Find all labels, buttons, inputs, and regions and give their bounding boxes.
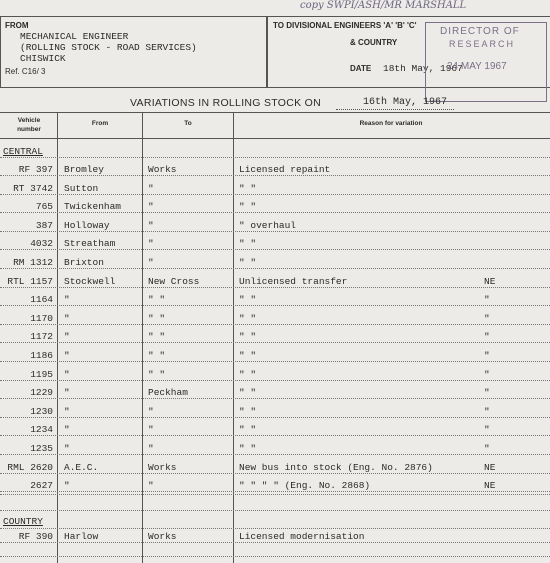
reason-cell: Unlicensed transfer — [239, 275, 348, 287]
to-cell: " — [148, 201, 154, 213]
to-cell: New Cross — [148, 275, 200, 287]
column-header-vehicle: Vehicle number — [17, 117, 41, 133]
vehicle-number-cell: 1170 — [30, 312, 53, 324]
row-rule — [0, 435, 550, 436]
to-country: & COUNTRY — [350, 38, 398, 47]
flag-cell: " — [484, 443, 490, 454]
from-cell: Bromley — [64, 164, 104, 175]
row-rule — [0, 454, 550, 455]
from-line-1: MECHANICAL ENGINEER — [20, 31, 129, 42]
from-cell: " — [64, 331, 70, 343]
col-divider-2 — [142, 112, 143, 563]
row-rule — [0, 417, 550, 418]
from-cell: " — [64, 443, 70, 454]
row-rule — [0, 528, 550, 529]
from-cell: " — [64, 405, 70, 417]
from-cell: " — [64, 424, 70, 436]
flag-cell: " — [484, 368, 490, 380]
row-rule — [0, 175, 550, 176]
reason-cell: " " — [239, 294, 257, 306]
row-rule — [0, 491, 550, 492]
reason-cell: " " — [239, 238, 257, 250]
row-rule — [0, 556, 550, 557]
flag-cell: NE — [484, 461, 496, 473]
vehicle-number-cell: 1186 — [30, 350, 53, 361]
reference-number: Ref. C16/ 3 — [5, 67, 46, 76]
col-divider-3 — [233, 112, 234, 563]
to-cell: " " — [148, 312, 166, 324]
flag-cell: " — [484, 312, 490, 324]
from-cell: " — [64, 368, 70, 380]
from-cell: Brixton — [64, 257, 104, 268]
stamp-date: 24 MAY 1967 — [447, 61, 507, 72]
row-rule — [0, 157, 550, 158]
table-top-border — [0, 112, 550, 113]
vehicle-number-cell: 1172 — [30, 331, 53, 343]
reason-cell: " " — [239, 350, 257, 361]
from-cell: Holloway — [64, 219, 110, 231]
from-line-2: (ROLLING STOCK - ROAD SERVICES) — [20, 42, 197, 53]
column-header-reason: Reason for variation — [359, 120, 423, 127]
flag-cell: NE — [484, 275, 496, 287]
vehicle-number-cell: 1234 — [30, 424, 53, 436]
reason-cell: " " — [239, 368, 257, 380]
row-rule — [0, 212, 550, 213]
reason-cell: " " — [239, 443, 257, 454]
vehicle-number-cell: RF 397 — [18, 164, 53, 175]
row-rule — [0, 268, 550, 269]
column-header-from: From — [91, 120, 109, 127]
row-rule — [0, 249, 550, 250]
reason-cell: Licensed modernisation — [239, 531, 365, 542]
from-cell: Stockwell — [64, 275, 116, 287]
row-rule — [0, 510, 550, 511]
col-divider-1 — [57, 112, 58, 563]
vehicle-number-cell: RM 1312 — [13, 257, 53, 268]
reason-cell: " " — [239, 405, 257, 417]
to-cell: " — [148, 257, 154, 268]
from-cell: A.E.C. — [64, 461, 99, 473]
vehicle-number-cell: 1230 — [30, 405, 53, 417]
from-cell: Harlow — [64, 531, 99, 542]
from-cell: " — [64, 387, 70, 399]
vehicle-number-cell: RF 390 — [18, 531, 53, 542]
section-central: CENTRAL — [3, 146, 43, 157]
title-date: 16th May, 1967 — [363, 97, 448, 108]
to-cell: " — [148, 424, 154, 436]
handwritten-note: copy SWPI/ASH/MR MARSHALL — [300, 0, 467, 11]
from-cell: Twickenham — [64, 201, 122, 213]
row-rule — [0, 287, 550, 288]
reason-cell: " " — [239, 387, 257, 399]
from-line-3: CHISWICK — [20, 53, 66, 64]
vehicle-number-cell: RT 3742 — [13, 182, 53, 194]
vehicle-number-cell: RML 2620 — [7, 461, 53, 473]
vehicle-number-cell: 1195 — [30, 368, 53, 380]
vehicle-number-cell: 1229 — [30, 387, 53, 399]
flag-cell: " — [484, 350, 490, 361]
vehicle-number-cell: RTL 1157 — [7, 275, 53, 287]
row-rule — [0, 342, 550, 343]
reason-cell: New bus into stock (Eng. No. 2876) — [239, 461, 433, 473]
from-cell: Sutton — [64, 182, 99, 194]
row-rule — [0, 361, 550, 362]
date-value: 18th May, 1967 — [383, 63, 463, 74]
row-rule — [0, 398, 550, 399]
reason-cell: Licensed repaint — [239, 164, 331, 175]
page-title: VARIATIONS IN ROLLING STOCK ON — [130, 97, 322, 109]
to-cell: Peckham — [148, 387, 188, 399]
stamp-line-1: DIRECTOR OF — [440, 26, 520, 37]
to-cell: " — [148, 480, 154, 492]
to-cell: Works — [148, 461, 177, 473]
reason-cell: " " — [239, 331, 257, 343]
date-label: DATE — [350, 64, 372, 73]
row-rule — [0, 231, 550, 232]
from-cell: Streatham — [64, 238, 116, 250]
title-date-underline — [336, 109, 454, 110]
from-label: FROM — [5, 21, 29, 30]
vehicle-number-cell: 1235 — [30, 443, 53, 454]
vehicle-number-cell: 387 — [35, 219, 53, 231]
reason-cell: " " " " (Eng. No. 2868) — [239, 480, 371, 492]
reason-cell: " " — [239, 182, 257, 194]
to-cell: " " — [148, 331, 166, 343]
reason-cell: " " — [239, 257, 257, 268]
from-cell: " — [64, 480, 70, 492]
to-cell: " " — [148, 294, 166, 306]
row-rule — [0, 324, 550, 325]
flag-cell: " — [484, 294, 490, 306]
to-cell: " " — [148, 368, 166, 380]
to-cell: " — [148, 219, 154, 231]
row-rule — [0, 473, 550, 474]
to-cell: Works — [148, 531, 177, 542]
from-cell: " — [64, 312, 70, 324]
reason-cell: " " — [239, 312, 257, 324]
flag-cell: " — [484, 405, 490, 417]
row-rule — [0, 194, 550, 195]
vehicle-number-cell: 4032 — [30, 238, 53, 250]
reason-cell: " overhaul — [239, 219, 297, 231]
row-rule — [0, 305, 550, 306]
to-label: TO DIVISIONAL ENGINEERS 'A' 'B' 'C' — [273, 21, 417, 30]
flag-cell: " — [484, 331, 490, 343]
to-cell: " " — [148, 350, 166, 361]
from-cell: " — [64, 350, 70, 361]
to-cell: " — [148, 405, 154, 417]
row-rule — [0, 380, 550, 381]
to-cell: " — [148, 443, 154, 454]
to-cell: Works — [148, 164, 177, 175]
section-country: COUNTRY — [3, 516, 43, 527]
stamp-line-2: RESEARCH — [449, 39, 516, 49]
row-rule — [0, 494, 550, 495]
vehicle-number-cell: 1164 — [30, 294, 53, 306]
flag-cell: NE — [484, 480, 496, 492]
table-header-border — [0, 138, 550, 139]
to-cell: " — [148, 238, 154, 250]
from-cell: " — [64, 294, 70, 306]
to-cell: " — [148, 182, 154, 194]
flag-cell: " — [484, 424, 490, 436]
reason-cell: " " — [239, 201, 257, 213]
row-rule — [0, 542, 550, 543]
column-header-to: To — [184, 120, 192, 127]
flag-cell: " — [484, 387, 490, 399]
reason-cell: " " — [239, 424, 257, 436]
vehicle-number-cell: 2627 — [30, 480, 53, 492]
vehicle-number-cell: 765 — [35, 201, 53, 213]
